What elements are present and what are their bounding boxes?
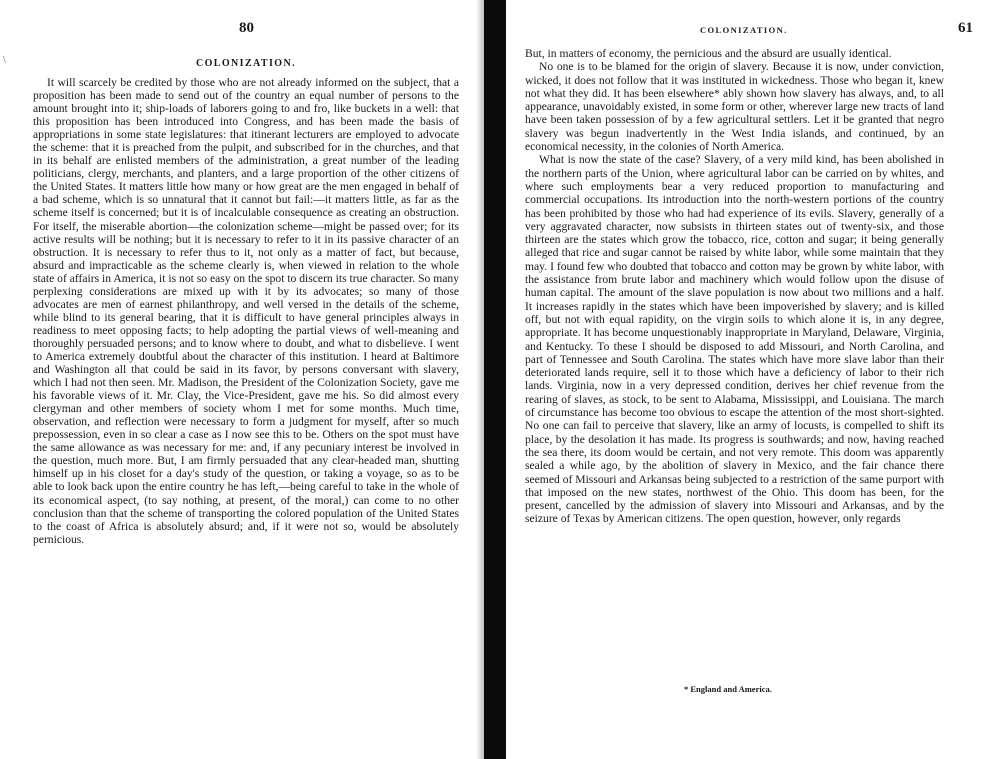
book-gutter <box>484 0 506 759</box>
right-page <box>506 0 1000 759</box>
right-paragraph-1: No one is to be blamed for the origin of slavery. Because it is now, under conviction, wicked, it does not follow that it was instituted in wickedness. Those who began it, knew not what they did. It has been elsewhere* ably shown how slavery has always, and, to all appearance, unavoidably existed, in some form or other, wherever large new tracts of land have been taken possession of by a few agricultural settlers. Let it be granted that negro slavery was begun inadvertently in the West India islands, and continued, by an economical necessity, in the colonies of North America. <box>525 60 944 154</box>
left-running-head: COLONIZATION. <box>196 58 296 69</box>
right-body-text <box>525 47 944 526</box>
right-running-head: COLONIZATION. <box>700 25 788 35</box>
left-page-number: 80 <box>239 20 254 36</box>
gutter-shadow <box>476 0 484 759</box>
right-paragraph-2: What is now the state of the case? Slavery, of a very mild kind, has been abolished in the northern parts of the Union, where agricultural labor can be carried on by whites, and where such employments bear a very reduced proportion to manufacturing and commercial occupations. Its introduction into the north-western portions of the country has been prohibited by those who had had experience of its evils. Slavery, generally of a very aggravated character, now subsists in thirteen states out of twenty-six, and those thirteen are the states which grow the tobacco, rice, cotton and sugar; it being generally alleged that rice and sugar cannot be raised by white labor, while some maintain that they may. I found few who doubted that tobacco and cotton may be grown by white labor, with the assistance from brute labor and machinery which would follow upon the disuse of human capital. The amount of the slave population is now about two millions and a half. It increases rapidly in the states which have been impoverished by slavery; and is killed off, but not with equal rapidity, on the virgin soils to which alone it is, in any degree, appropriate. It has become unquestionably inappropriate in Maryland, Delaware, Virginia, and Kentucky. To these I should be disposed to add Missouri, and North Carolina, and part of Tennessee and South Carolina. The states which have more slave labor than their deteriorated lands require, sell it to those which have a deficiency of labor to their rich lands. Virginia, now in a very depressed condition, derives her chief revenue from the rearing of slaves, as stock, to be sent to Alabama, Mississippi, and Louisiana. The march of circumstance has become too obvious to escape the attention of the most short-sighted. No one can fail to perceive that slavery, like an army of locusts, is compelled to shift its place, by the desolation it has made. Its progress is southwards; and now, having reached the sea there, its doom would be certain, and not very remote. This doom was apparently sealed a while ago, by the abolition of slavery in Mexico, and the fair chance there seemed of Missouri and Arkansas being subjected to a restriction of the same purport with that imposed on the new states, northwest of the Ohio. This doom has been, for the present, cancelled by the admission of slavery into Missouri and Arkansas, and by the seizure of Texas by American citizens. The open question, however, only regards <box>525 153 944 526</box>
right-continuation-paragraph: But, in matters of economy, the pernicious and the absurd are usually identical. <box>525 47 892 60</box>
right-page-number: 61 <box>958 20 973 36</box>
left-body-text <box>33 76 459 546</box>
page-edge-mark: \ <box>3 55 6 66</box>
footnote: * England and America. <box>684 684 772 694</box>
left-paragraph-1: It will scarcely be credited by those who are not already informed on the subject, that a proposition has been made to send out of the country an equal number of persons to the amount brought into it; ship-loads of laborers going to and fro, like buckets in a well: that this proposition has been introduced into Congress, and has been made the basis of appropriations in some state legislatures: that itinerant lecturers are employed to advocate the scheme: that it is preached from the pulpit, and subscribed for in the churches, and that in its behalf are enlisted members of the administration, a great number of the leading politicians, clergy, merchants, and planters, and a large proportion of the other citizens of the United States. It matters little how many or how great are the men engaged in behalf of a bad scheme, which is so unnatural that it cannot but fail:—it matters little, as far as the scheme itself is concerned; but it is of incalculable consequence as creating an obstruction. For itself, the miserable abortion—the colonization scheme—might be passed over; for its active results will be nothing; but it is necessary to refer to it in its passive character of an obstruction. It is necessary to refer thus to it, not only as a matter of fact, but because, absurd and impracticable as the scheme clearly is, when viewed in relation to the whole state of affairs in America, it is not so easy on the spot to discern its true character. So many perplexing considerations are mixed up with it by its advocates; so many of those advocates are men of earnest philanthropy, and well versed in the details of the scheme, while blind to its general bearing, that it is difficult to have general principles always in readiness to meet opposing facts; to help adopting the partial views of well-meaning and thoroughly persuaded persons; and to know where to doubt, and what to disbelieve. I went to America extremely doubtful about the character of this institution. I heard at Baltimore and Washington all that could be said in its favor, by persons conversant with slavery, which I had not then seen. Mr. Madison, the President of the Colonization Society, gave me his favorable views of it. Mr. Clay, the Vice-President, gave me his. So did almost every clergyman and other members of society whom I met for some months. Much time, observation, and reflection were necessary to form a judgment for myself, after so much prepossession, even in so clear a case as I now see this to be. Others on the spot must have the same allowance as was necessary for me: and, if any pecuniary interest be involved in the question, much more. But, I am firmly persuaded that any clear-headed man, shutting himself up in his closet for a day's study of the question, or taking a voyage, so as to be able to look back upon the entire country he has left,—being careful to take in the whole of its economical aspect, (to say nothing, at present, of the moral,) can come to no other conclusion than that the scheme of transporting the colored population of the United States to the coast of Africa is absolutely absurd; and, if it were not so, would be absolutely pernicious. <box>33 76 459 546</box>
left-page <box>0 0 484 759</box>
